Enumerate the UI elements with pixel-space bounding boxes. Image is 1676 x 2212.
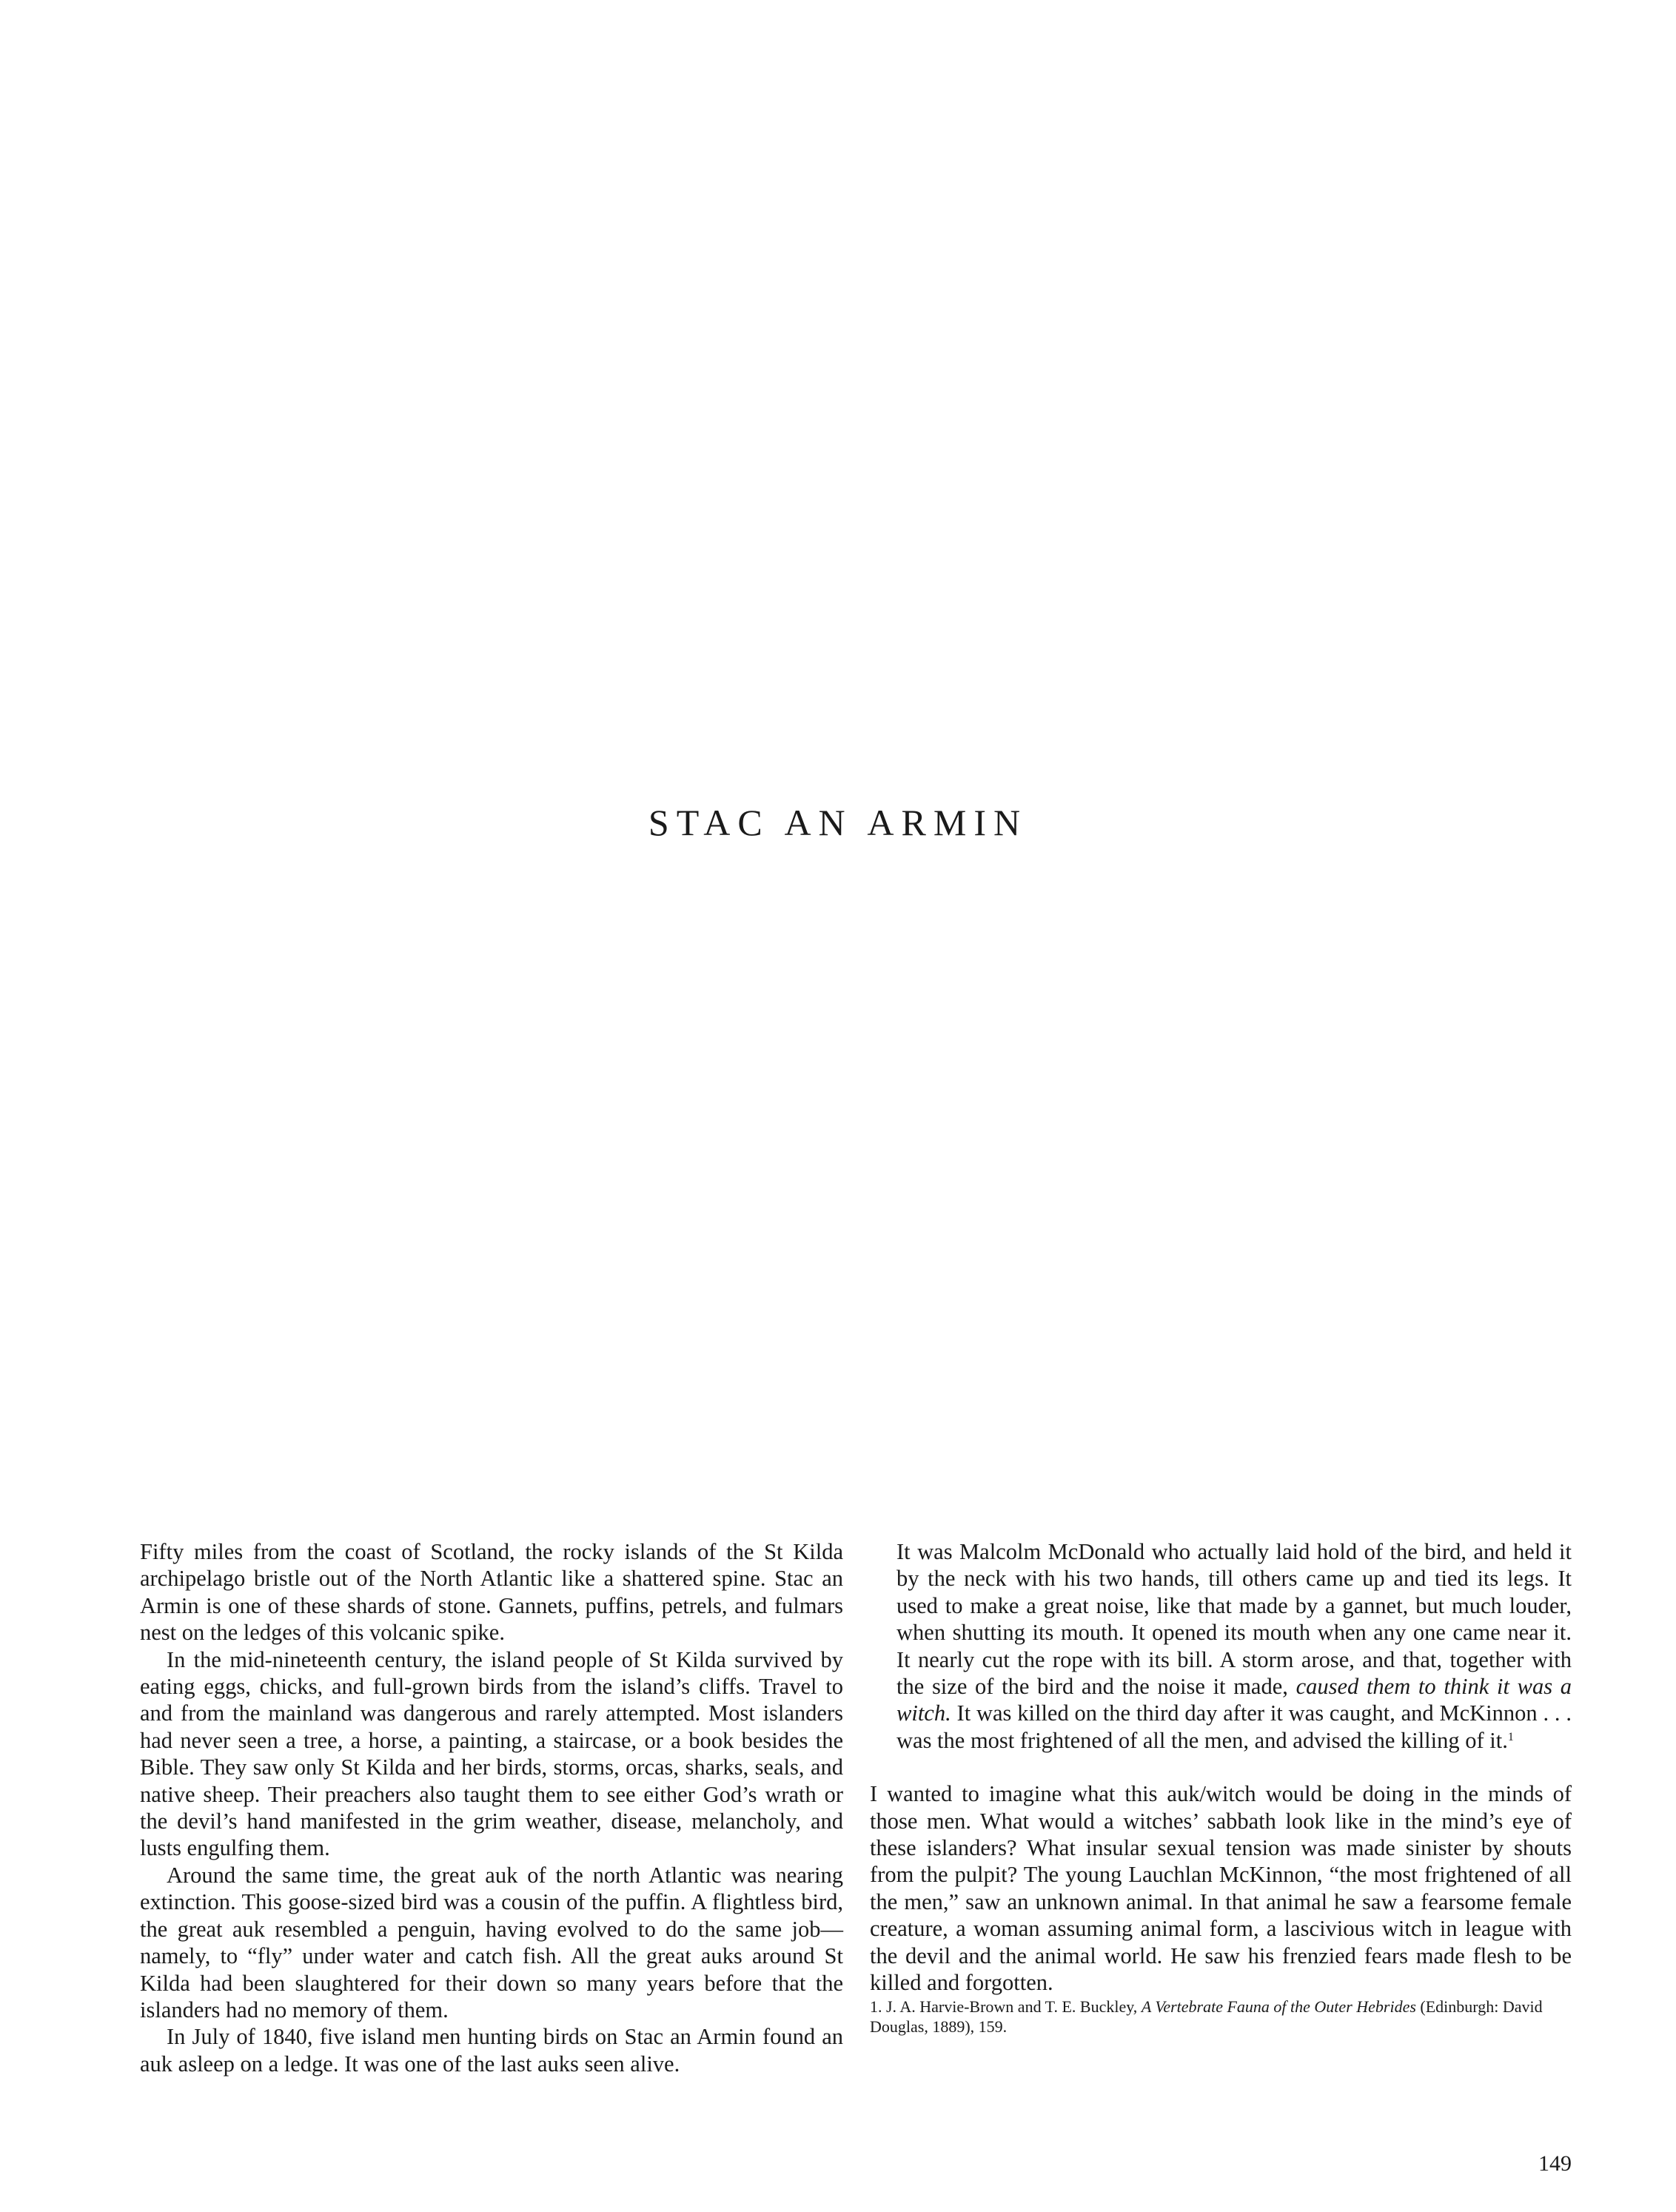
- paragraph-1840: In July of 1840, five island men hunting birds on Stac an Armin found an auk asleep on a ledge. It was one of the last auks seen alive.: [140, 2024, 843, 2077]
- paragraph-islanders: In the mid-nineteenth century, the island people of St Kilda survived by eating eggs, chicks, and full-grown birds from the island’s cliffs. Travel to and from the mainland was dangerous and rarely attempted. Most islanders had never seen a tree, a horse, a painting, a staircase, or a book besides the Bible. They saw only St Kilda and her birds, storms, orcas, sharks, seals, and native sheep. Their preachers also taught them to see either God’s wrath or the devil’s hand manifested in the grim weather, disease, melancholy, and lusts engulfing them.: [140, 1646, 843, 1861]
- block-quote: [870, 1538, 1572, 1754]
- left-text-column: [140, 1538, 843, 2077]
- paragraph-great-auk: Around the same time, the great auk of the north Atlantic was nearing extinction. This goose-sized bird was a cousin of the puffin. A flightless bird, the great auk resembled a penguin, having evolved to do the same job—namely, to “fly” under water and catch fish. All the great auks around St Kilda had been slaughtered for their down so many years before that the islanders had no memory of them.: [140, 1862, 843, 2022]
- chapter-title: STAC AN ARMIN: [648, 802, 1028, 843]
- quote-text-start: It was Malcolm McDonald who actually laid hold of the bird, and held it by the neck with his two hands, till others came up and tied its legs. It used to make a great noise, like that made by a gannet, but much louder, when shutting its mouth. It opened its mouth when any one came near it. It nearly cut the rope with its bill. A storm arose, and that, together with the size of the bird and the noise it made,: [896, 1539, 1572, 1700]
- paragraph-intro: Fifty miles from the coast of Scotland, the rocky islands of the St Kilda archipelago bristle out of the North Atlantic like a shattered spine. Stac an Armin is one of these shards of stone. Gannets, puffins, petrels, and fulmars nest on the ledges of this volcanic spike.: [140, 1539, 843, 1646]
- footnote-text-start: 1. J. A. Harvie-Brown and T. E. Buckley,: [870, 1997, 1142, 2016]
- paragraph-reflection: I wanted to imagine what this auk/witch would be doing in the minds of those men. What would a witches’ sabbath look like in the mind’s eye of these islanders? What insular sexual tension was made sinister by shouts from the pulpit? The young Lauchlan McKinnon, “the most frightened of all the men,” saw an unknown animal. In that animal he saw a fearsome female creature, a woman assuming animal form, a lascivious witch in league with the devil and the animal world. He saw his frenzied fears made flesh to be killed and forgotten.: [870, 1781, 1572, 1996]
- quote-italic-text: caused them to think it was a witch.: [896, 1674, 1572, 1726]
- footnote: [870, 1997, 1572, 2037]
- right-text-column: [870, 1538, 1572, 2037]
- footnote-marker[interactable]: 1: [1507, 1730, 1514, 1743]
- quote-text-end: It was killed on the third day after it was caught, and McKinnon . . . was the most frightened of all the men, and advised the killing of it.: [896, 1700, 1572, 1753]
- footnote-book-title: A Vertebrate Fauna of the Outer Hebrides: [1141, 1997, 1416, 2016]
- page-number: 149: [1538, 2151, 1572, 2176]
- footnote-text-end: (Edinburgh: David Douglas, 1889), 159.: [870, 1997, 1543, 2036]
